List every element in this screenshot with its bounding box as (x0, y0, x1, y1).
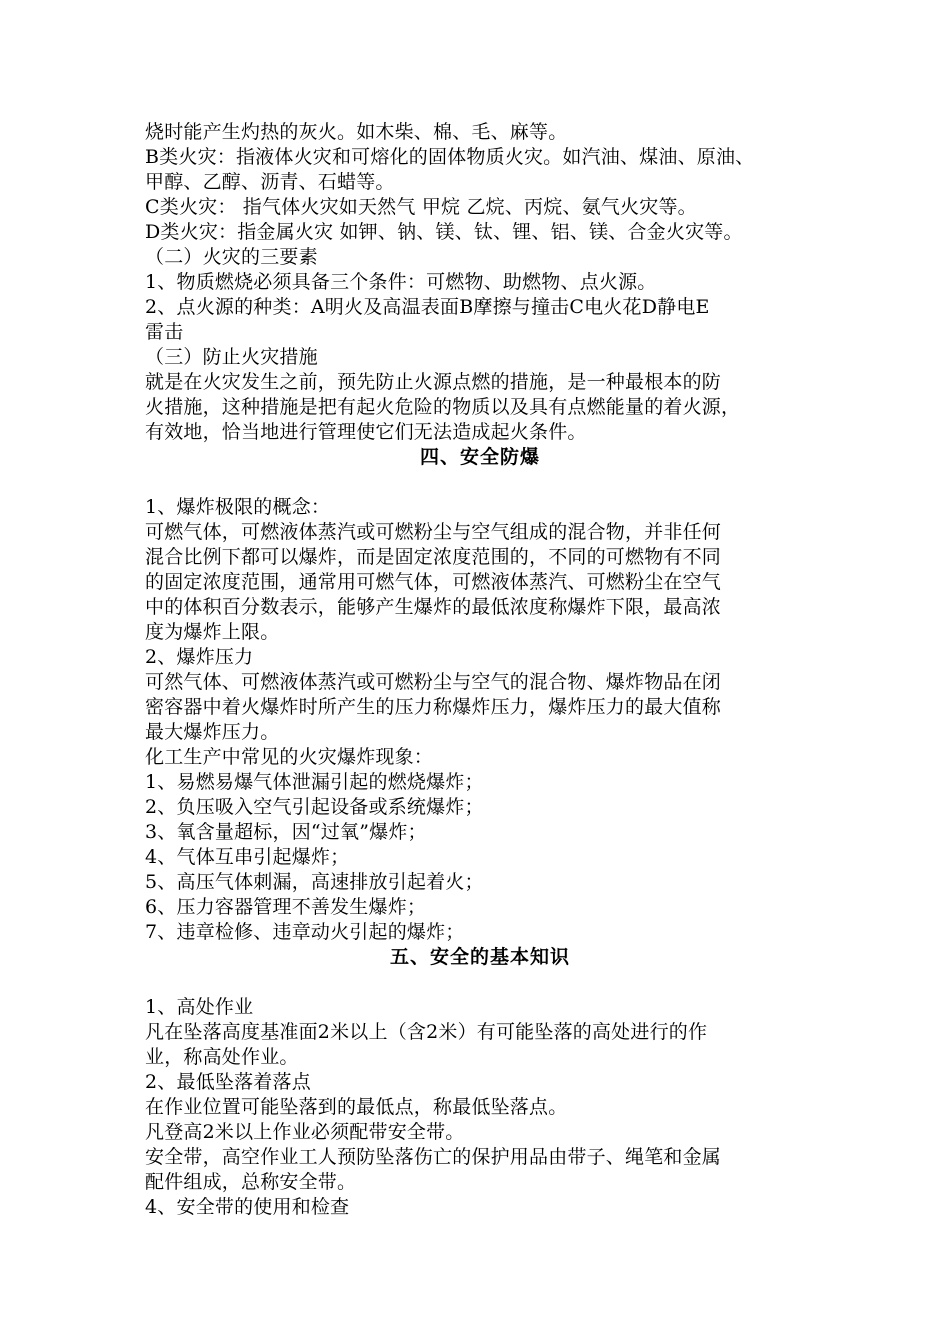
text-line: 化工生产中常见的火灾爆炸现象： (145, 746, 434, 768)
text-line: 4、气体互串引起爆炸； (145, 846, 350, 868)
text-line: 6、压力容器管理不善发生爆炸； (145, 896, 427, 918)
text-line: 雷击 (145, 321, 184, 343)
text-line: 1、易燃易爆气体泄漏引起的燃烧爆炸； (145, 771, 484, 793)
text-line: 安全带，高空作业工人预防坠落伤亡的保护用品由带子、绳笔和金属 (145, 1146, 722, 1168)
text-line: C类火灾： 指气体火灾如天然气 甲烷 乙烷、丙烷、氨气火灾等。 (145, 196, 697, 218)
text-line: （三）防止火灾措施 (145, 346, 318, 368)
text-line: 凡登高2米以上作业必须配带安全带。 (145, 1121, 465, 1143)
text-line: 可然气体、可燃液体蒸汽或可燃粉尘与空气的混合物、爆炸物品在闭 (145, 671, 722, 693)
section-heading: 四、安全防爆 (419, 446, 540, 468)
text-line: 在作业位置可能坠落到的最低点，称最低坠落点。 (145, 1096, 568, 1118)
text-line: 3、氧含量超标，因“过氧”爆炸； (145, 821, 427, 843)
text-line: 1、物质燃烧必须具备三个条件：可燃物、助燃物、点火源。 (145, 271, 657, 293)
blank-line (145, 470, 815, 495)
text-line: 1、高处作业 (145, 996, 254, 1018)
text-line: 火措施，这种措施是把有起火危险的物质以及具有点燃能量的着火源， (145, 396, 741, 418)
text-line: 甲醇、乙醇、沥青、石蜡等。 (145, 171, 395, 193)
text-line: 密容器中着火爆炸时所产生的压力称爆炸压力，爆炸压力的最大值称 (145, 696, 722, 718)
text-line: 中的体积百分数表示，能够产生爆炸的最低浓度称爆炸下限，最高浓 (145, 596, 722, 618)
text-line: 2、负压吸入空气引起设备或系统爆炸； (145, 796, 484, 818)
text-line: 有效地，恰当地进行管理使它们无法造成起火条件。 (145, 421, 587, 443)
text-line: 7、违章检修、违章动火引起的爆炸； (145, 921, 465, 943)
document-page (145, 120, 815, 1220)
text-line: 就是在火灾发生之前，预先防止火源点燃的措施，是一种最根本的防 (145, 371, 722, 393)
text-line: D类火灾：指金属火灾 如钾、钠、镁、钛、锂、铝、镁、合金火灾等。 (145, 221, 743, 243)
text-line: 2、最低坠落着落点 (145, 1071, 311, 1093)
text-line: 5、高压气体刺漏，高速排放引起着火； (145, 871, 484, 893)
text-line: 4、安全带的使用和检查 (145, 1196, 350, 1218)
text-line: 2、爆炸压力 (145, 646, 254, 668)
text-line: B类火灾：指液体火灾和可熔化的固体物质火灾。如汽油、煤油、原油、 (145, 146, 755, 168)
text-line: 混合比例下都可以爆炸，而是固定浓度范围的，不同的可燃物有不同 (145, 546, 722, 568)
text-line: 业，称高处作业。 (145, 1046, 299, 1068)
text-line: 2、点火源的种类：A明火及高温表面B摩擦与撞击C电火花D静电E (145, 296, 710, 318)
text-line: 可燃气体，可燃液体蒸汽或可燃粉尘与空气组成的混合物，并非任何 (145, 521, 722, 543)
text-line: 烧时能产生灼热的灰火。如木柴、棉、毛、麻等。 (145, 121, 568, 143)
section-heading: 五、安全的基本知识 (389, 946, 570, 968)
text-line: （二）火灾的三要素 (145, 246, 318, 268)
text-line: 1、爆炸极限的概念： (145, 496, 331, 518)
text-line: 度为爆炸上限。 (145, 621, 280, 643)
text-line: 凡在坠落高度基准面2米以上（含2米）有可能坠落的高处进行的作 (145, 1021, 708, 1043)
text-line: 的固定浓度范围，通常用可燃气体，可燃液体蒸汽、可燃粉尘在空气 (145, 571, 722, 593)
text-line: 配件组成，总称安全带。 (145, 1171, 357, 1193)
blank-line (145, 970, 815, 995)
text-line: 最大爆炸压力。 (145, 721, 280, 743)
